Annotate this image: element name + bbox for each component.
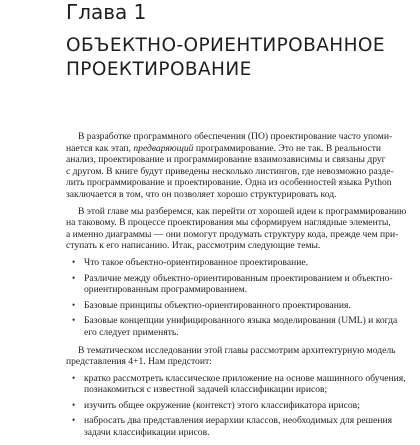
bullet-icon: • [72,399,76,410]
list-item-line: Что такое объектно-ориентированное проектирование. [84,256,309,268]
list-item-line: ориентированным программированием. [84,284,248,296]
list-item [66,315,398,338]
bullet-icon: • [72,272,76,283]
paragraph-line: ступать к его написанию. Итак, рассмотрим следующие темы. [66,240,321,252]
topics-list [66,256,398,339]
list-item-line: Различие между объектно-ориентированным проектированием и объектно- [84,272,393,284]
list-item-line: Базовые принципы объектно-ориентированного проектирования. [84,299,351,311]
bullet-icon: • [72,415,76,426]
list-item-line: изучить общее окружение (контекст) этого классификатора ирисов; [84,399,360,411]
paragraph-line: заключается в том, что он позволяет хорошо структурировать код. [66,188,337,200]
overview-paragraph [66,205,407,252]
list-item-line: познакомиться с известной задачей классификации ирисов; [84,384,328,396]
chapter-title [66,34,385,82]
paragraph-line [66,142,382,155]
list-item [66,372,406,396]
paragraph-line: представления 4+1. Нам предстоит: [66,356,212,368]
paragraph-line: лить программирование и проектирование. Одна из особенностей языка Python [66,177,392,189]
chapter-number: Глава 1 [66,0,147,24]
text-run: программирование. Это не так. В реальности [193,142,382,154]
chapter-title-line-2: ПРОЕКТИРОВАНИЕ [66,59,252,80]
paragraph-line: В этой главе мы разберемся, как перейти от хорошей идеи к программированию [78,205,407,217]
list-item [66,272,393,296]
list-item [66,257,356,269]
paragraph-line: В разработке программного обеспечения (ПО) проектирование часто упоми- [78,131,393,142]
paragraph-line: анализ, проектирование и программирование взаимозависимы и связаны друг [66,154,386,166]
list-item-line: задачи классификации ирисов. [84,427,210,439]
text-run: нается как этап, [66,142,134,154]
bullet-icon: • [72,315,76,326]
bullet-icon: • [72,372,76,383]
list-item-line: кратко рассмотреть классическое приложение на основе машинного обучения, [84,372,406,384]
paragraph-line: В тематическом исследовании этой главы рассмотрим архитектурную модель [78,344,396,356]
paragraph-line: с другом. В книге будут приведены несколько листингов, где невозможно разде- [66,165,394,177]
list-item-line: Базовые концепции унифицированного языка моделирования (UML) и когда [84,315,398,327]
emphasis-text: предваряющий [133,142,194,154]
chapter-title-line-1: ОБЪЕКТНО-ОРИЕНТИРОВАННОЕ [66,35,385,56]
list-item-line: набросать два представления иерархии классов, необходимых для решения [84,415,392,427]
paragraph-line: на таковому. В процессе проектирования мы сформируем наглядные элементы, [66,217,391,229]
body-text [66,131,407,445]
bullet-icon: • [72,256,76,267]
list-item [66,300,356,312]
case-study-paragraph [66,344,396,368]
intro-paragraph [66,131,394,201]
list-item [66,399,360,412]
list-item-line: его следует применять. [84,326,179,338]
tasks-list [66,372,406,439]
list-item [66,415,392,439]
bullet-icon: • [72,299,76,310]
paragraph-line: а именно диаграммы — они помогут продумать структуру кода, прежде чем при- [66,228,399,240]
